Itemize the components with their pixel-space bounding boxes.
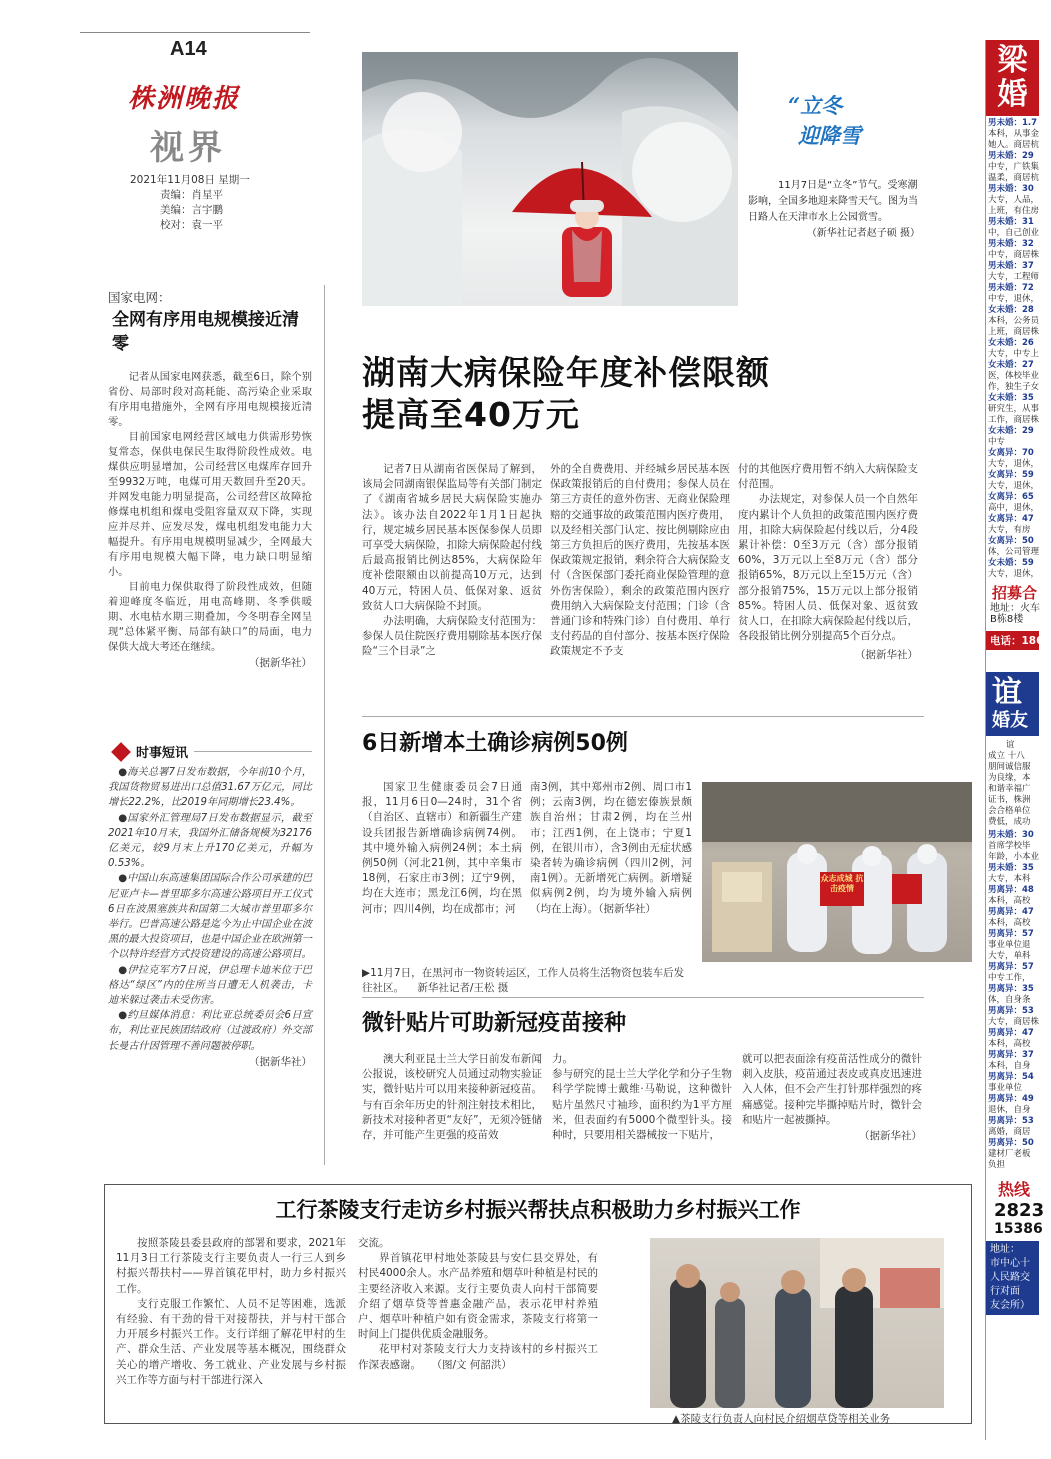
brief-item: ●约旦媒体消息：利比亚总统委员会6日宣布，利比亚民族团结政府（过渡政府）外交部长曼古什因管理不善问题被停职。 bbox=[108, 1010, 312, 1052]
sidebar-building: B栋8楼 bbox=[990, 614, 1024, 625]
sidebar-entry: 女离异：47 bbox=[988, 514, 1034, 524]
sidebar-entry: 男未婚：35 bbox=[988, 863, 1034, 873]
snow-caption: 11月7日是“立冬”节气。受寒潮影响，全国多地迎来降雪天气。图为当日路人在天津市水上公园赏雪。 bbox=[748, 180, 918, 223]
sidebar-entry: 男未婚：30 bbox=[988, 184, 1034, 194]
sidebar-entry: 建材厂老板 bbox=[988, 1149, 1031, 1159]
brief-news bbox=[108, 742, 312, 1069]
bank-paragraph: 界首镇花甲村地处茶陵县与安仁县交界处，有村民4000余人。水产品养殖和烟草叶种植是村民的主要经济收入来源。支行主要负责人向村干部简要介绍了烟草贷等普惠金融产品，表示花甲村养殖户、烟草叶种植户如有资金需求，茶陵支行将第一时间上门提供优质金融服务。 bbox=[358, 1252, 598, 1341]
grid-paragraph: 目前国家电网经营区域电力供需形势恢复常态，保供电保民生取得阶段性成效。电煤供应明显增加，公司经营区电煤库存回升至9932万吨，电煤可用天数回升至20天。并网发电能力明显提高，公司经营区故障抢修煤电机组和煤电受阻容量双双下降，实现应并尽并、应发尽发，煤电机组发电能力大幅提升。有序用电规模明显减少，全网最大有序用电规模大幅下降，电力缺口明显缩小。 bbox=[108, 431, 312, 578]
needle-col2: 力。 参与研究的昆士兰大学化学和分子生物科学学院博士戴维·马勒说，这种微针贴片虽然尺寸袖珍，面积约为1平方厘米，但表面约有5000个微型针头。接种时，只要用相关器械按一下贴片， bbox=[552, 1053, 732, 1142]
sidebar-entry: 她人。商居杭 bbox=[988, 140, 1040, 150]
sidebar-entry: 男未婚：37 bbox=[988, 261, 1034, 271]
sidebar-entry: 本科，高校 bbox=[988, 918, 1031, 928]
bank-photo-caption: ▲茶陵支行负责人向村民介绍烟草贷等相关业务 bbox=[672, 1413, 891, 1425]
needle-body bbox=[362, 1052, 924, 1143]
sidebar-entry: 研究生，从事 bbox=[988, 404, 1040, 414]
sidebar-entry: 年龄，小本业 bbox=[988, 852, 1040, 862]
needle-col1: 澳大利亚昆士兰大学日前发布新闻公报说，该校研究人员通过动物实验证实，微针贴片可以用来接种新冠疫苗。与有百余年历史的针剂注射技术相比，新技术对接种者更“友好”，无须冷链储存，并可能产生更强的疫苗效 bbox=[362, 1053, 542, 1142]
sidebar-entry: 大专，退休， bbox=[988, 481, 1040, 491]
sidebar-entry: 女离异：65 bbox=[988, 492, 1034, 502]
sidebar-entry: 女离异：50 bbox=[988, 536, 1034, 546]
sidebar-intro: 谊 bbox=[1006, 740, 1015, 750]
bank-scene-illustration bbox=[650, 1238, 944, 1408]
brief-item: ●海关总署7日发布数据，今年前10个月，我国货物贸易进出口总值31.67万亿元，同比增长22.2%，比2019年同期增长23.4%。 bbox=[108, 767, 312, 809]
sidebar-entry: 男离异：47 bbox=[988, 1028, 1034, 1038]
sidebar-entry: 本科，从事金 bbox=[988, 129, 1040, 139]
sidebar-entry: 高中，退休， bbox=[988, 503, 1040, 513]
sidebar-entry: 体，公司管理 bbox=[988, 547, 1040, 557]
sidebar-entry: 证书，株洲 bbox=[988, 795, 1031, 805]
main-title-line2: 提高至40万元 bbox=[362, 395, 580, 434]
sidebar-entry: 工作，商居株 bbox=[988, 415, 1040, 425]
sidebar-entry: 事业单位退 bbox=[988, 940, 1031, 950]
snow-photo-caption-block bbox=[748, 90, 920, 270]
covid-caption-text: ▶11月7日，在黑河市一物资转运区，工作人员将生活物资包装车后发往社区。 bbox=[362, 967, 685, 994]
sidebar-entry: 首席学校毕 bbox=[988, 841, 1031, 851]
main-source: （据新华社） bbox=[855, 649, 918, 662]
sidebar-entry: 男未婚：32 bbox=[988, 239, 1034, 249]
masthead bbox=[110, 32, 300, 272]
brief-source: （据新华社） bbox=[249, 1055, 312, 1068]
sidebar-entry: 男离异：48 bbox=[988, 885, 1034, 895]
sidebar-title2 bbox=[986, 672, 1039, 736]
main-paragraph: 记者7日从湖南省医保局了解到，该局会同湖南银保监局等有关部门制定了《湖南省城乡居民大病保险实施办法》。该办法自2022年1月1日起执行，规定城乡居民基本医保参保人员即可享受大病保险，扣除大病保险起付线后最高报销比例达85%，大病保险年度补偿限额由以前提高10万元，达到40万元，特困人员、低保对象、返贫致贫人口大病保险不封顶。 bbox=[362, 463, 542, 612]
main-paragraph: 外的全自费费用、并经城乡居民基本医保政策报销后的自付费用；参保人员在第三方责任的意外伤害、无商业保险理赔的交通事故的政策范围内医疗费用，以及经相关部门认定、按比例剔除应由第三方负担后的医疗费用，先按基本医保政策规定报销，剩余符合大病保险支付（含医保部门委托商业保险管理的意外伤害保险），剩余的政策范围内医疗费用纳入大病保险支付范围；门诊（含普通门诊和特殊门诊）自付费用、单行支付药品的自付部分、按基本医疗保险政策规定不予支 bbox=[550, 463, 730, 658]
brief-item: ●国家外汇管理局7日发布数据显示，截至2021年10月末，我国外汇储备规模为32176亿美元，较9月末上升170亿美元，升幅为0.53%。 bbox=[108, 812, 312, 870]
sidebar-entry: 女未婚：35 bbox=[988, 393, 1034, 403]
sidebar-entry: 作，独生子女 bbox=[988, 382, 1040, 392]
main-article-title bbox=[362, 352, 922, 436]
sidebar-entry: 女离异：70 bbox=[988, 448, 1034, 458]
sidebar-entry: 为良缘，本 bbox=[988, 773, 1031, 783]
sidebar-entries-2 bbox=[986, 828, 1039, 1171]
sidebar-entry: 温柔，商居杭 bbox=[988, 173, 1040, 183]
snow-scene-illustration bbox=[362, 52, 738, 306]
sidebar-entry: 男离异：37 bbox=[988, 1050, 1034, 1060]
covid-photo bbox=[702, 782, 972, 962]
sidebar-entry: 男离异：53 bbox=[988, 1116, 1034, 1126]
sidebar-entry: 朋间诚信服 bbox=[988, 762, 1031, 772]
snow-photo bbox=[362, 52, 738, 306]
paper-logo: 株洲晚报 bbox=[128, 78, 278, 110]
sidebar-entry: 会合格单位 bbox=[988, 806, 1031, 816]
sidebar-entry: 男离异：50 bbox=[988, 1138, 1034, 1148]
sidebar-entry: 男离异：35 bbox=[988, 984, 1034, 994]
sidebar-address2-line: 友会所） bbox=[990, 1300, 1030, 1311]
sidebar-entry: 中专工作， bbox=[988, 973, 1031, 983]
sidebar-ads bbox=[985, 40, 1051, 1440]
sidebar-entry: 男离异：47 bbox=[988, 907, 1034, 917]
covid-title: 6日新增本土确诊病例50例 bbox=[362, 731, 628, 756]
sidebar-address2-line: 地址： bbox=[990, 1244, 1020, 1255]
sidebar-entry: 女未婚：27 bbox=[988, 360, 1034, 370]
sidebar-entry: 大专，退休， bbox=[988, 459, 1040, 469]
bank-paragraph: 支行克服工作繁忙、人员不足等困难，选派有经验、有干劲的骨干对接帮扶，并与村干部合力开展乡村振兴工作。支行详细了解花甲村的生产、群众生活、产业发展等基本概况，围绕群众关心的增产增收、务工就业、产业发展与乡村振兴工作等方面与村干部进行深入 bbox=[116, 1297, 346, 1386]
grid-title: 全网有序用电规模接近清零 bbox=[112, 310, 299, 354]
sidebar-entry: 大专，单科 bbox=[988, 951, 1031, 961]
sidebar-entry: 男离异：53 bbox=[988, 1006, 1034, 1016]
sidebar-entry: 男未婚：72 bbox=[988, 283, 1034, 293]
sidebar-entry: 中专，退休， bbox=[988, 294, 1040, 304]
needle-title: 微针贴片可助新冠疫苗接种 bbox=[362, 1011, 627, 1036]
main-paragraph: 付的其他医疗费用暂不纳入大病保险支付范围。 bbox=[738, 463, 918, 491]
needle-col3: 就可以把表面涂有疫苗活性成分的微针刺入皮肤，疫苗通过表皮或真皮迅速进入人体，但不会产生打针那样强烈的疼痛感觉。接种完毕撕掉贴片时，微针会和贴片一起被撕掉。 bbox=[742, 1053, 922, 1126]
sidebar-entry: 男未婚：29 bbox=[988, 151, 1034, 161]
sidebar-phone: 电话：1867 bbox=[986, 631, 1039, 650]
covid-body bbox=[362, 780, 692, 917]
sidebar-entry: 大专，商居株 bbox=[988, 1017, 1040, 1027]
proofreader: 校对：袁一平 bbox=[160, 219, 223, 231]
sidebar-title2-a: 谊 bbox=[992, 675, 1022, 710]
sidebar-entry: 中专 bbox=[988, 437, 1006, 447]
covid-col1: 国家卫生健康委员会7日通报，11月6日0—24时，31个省（自治区、直辖市）和新疆生产建设兵团报告新增确诊病例74例。其中境外输入病例24例；本土病例50例（河北21例，其中辛集市18例，石家庄市3例；辽宁9例，均在大连市；黑龙江6例，均在黑河市；四川4例，均在成都市；河 bbox=[362, 781, 522, 915]
sidebar-entry: 中，自己创业 bbox=[988, 228, 1040, 238]
sidebar-entry: 中专，广铁集 bbox=[988, 162, 1040, 172]
covid-box-text: 众志成城 抗击疫情 bbox=[820, 874, 864, 893]
snow-title-line2: 迎降雪 bbox=[798, 123, 861, 148]
bank-title: 工行茶陵支行走访乡村振兴帮扶点积极助力乡村振兴工作 bbox=[275, 1198, 801, 1222]
sidebar-entry: 大专，工程师 bbox=[988, 272, 1040, 282]
brief-marker-icon bbox=[111, 742, 131, 762]
grid-paragraph: 记者从国家电网获悉，截至6日，除个别省份、局部时段对高耗能、高污染企业采取有序用电措施外，全网有序用电规模接近清零。 bbox=[108, 371, 312, 428]
bank-body bbox=[116, 1236, 636, 1388]
sidebar-entry: 上班，商居株 bbox=[988, 327, 1040, 337]
bank-paragraph: 交流。 bbox=[358, 1237, 390, 1249]
grid-kicker: 国家电网： bbox=[108, 290, 171, 305]
sidebar-entry: 费低，成功 bbox=[988, 817, 1031, 827]
bank-paragraph: 花甲村对茶陵支行大力支持该村的乡村振兴工作深表感谢。 （图/文 何韶洪） bbox=[358, 1343, 598, 1371]
sidebar-entry: 体，自身条 bbox=[988, 995, 1031, 1005]
grid-body bbox=[108, 370, 312, 655]
sidebar-entry: 离婚，商居 bbox=[988, 1127, 1031, 1137]
sidebar-title1 bbox=[986, 40, 1039, 116]
snow-credit: （新华社记者赵子硕 摄） bbox=[806, 228, 920, 239]
sidebar-entry: 本科，公务员 bbox=[988, 316, 1040, 326]
sidebar-entry: 大专，有房 bbox=[988, 525, 1031, 535]
sidebar-entry: 本科，高校 bbox=[988, 896, 1031, 906]
sidebar-entry: 女未婚：28 bbox=[988, 305, 1034, 315]
covid-caption-credit: 新华社记者/王松 摄 bbox=[417, 982, 509, 994]
sidebar-entry: 男离异：57 bbox=[988, 962, 1034, 972]
sidebar-entry: 退休，自身 bbox=[988, 1105, 1031, 1115]
editor: 责编：肖星平 bbox=[160, 189, 223, 201]
main-title-line1: 湖南大病保险年度补偿限额 bbox=[362, 353, 770, 392]
sidebar-entry: 女离异：59 bbox=[988, 470, 1034, 480]
covid-col2: 南3例，其中郑州市2例、周口市1例；云南3例，均在德宏傣族景颇族自治州；甘肃2例，均在兰州市；江西1例，在上饶市；宁夏1例，在银川市），含3例由无症状感染者转为确诊病例（四川2例，河南1例）。无新增死亡病例。新增疑似病例2例，均为境外输入病例（均在上海）。（据新华社） bbox=[530, 781, 692, 915]
sidebar-entry: 和谐幸福广 bbox=[988, 784, 1031, 794]
sidebar-title1-a: 梁 bbox=[997, 43, 1028, 78]
sidebar-entry: 中专，商居株 bbox=[988, 250, 1040, 260]
sidebar-entry: 男未婚：31 bbox=[988, 217, 1034, 227]
sidebar-entry: 女未婚：29 bbox=[988, 426, 1034, 436]
sidebar-entries-1 bbox=[986, 116, 1039, 580]
sidebar-entry: 女未婚：26 bbox=[988, 338, 1034, 348]
needle-source: （据新华社） bbox=[859, 1130, 922, 1143]
sidebar-entry: 大专，退休， bbox=[988, 569, 1040, 579]
sidebar-address2-line: 人民路交 bbox=[990, 1272, 1030, 1283]
sidebar-entry: 男离异：57 bbox=[988, 929, 1034, 939]
snow-title-line1: “立冬 bbox=[788, 93, 843, 118]
bank-paragraph: 按照茶陵县委县政府的部署和要求，2021年11月3日工行茶陵支行主要负责人一行三人到乡村振兴帮扶村——界首镇花甲村，助力乡村振兴工作。 bbox=[116, 1237, 346, 1295]
sidebar-address2-line: 行对面 bbox=[990, 1286, 1020, 1297]
designer: 美编：言宇鹏 bbox=[160, 204, 223, 216]
grid-source: （据新华社） bbox=[249, 657, 312, 669]
sidebar-entry: 医，体校毕业 bbox=[988, 371, 1040, 381]
sidebar-intro-lines bbox=[986, 751, 1039, 828]
sidebar-title2-b: 婚友 bbox=[992, 710, 1028, 731]
main-paragraph: 办法规定，对参保人员一个自然年度内累计个人负担的政策范围内医疗费用，扣除大病保险起付线以后，分4段累计补偿：0至3万元（含）部分报销60%，3万元以上至8万元（含）部分报销65%，8万元以上至15万元（含）部分报销75%，15万元以上部分报销85%。特困人员、低保对象、返贫致贫人口，在扣除大病保险起付线以后，各段报销比例分别提高5个百分点。 bbox=[738, 493, 918, 643]
brief-header bbox=[108, 742, 312, 761]
sidebar-address: 地址：火车 bbox=[990, 603, 1040, 614]
sidebar-entry: 成立 十八 bbox=[988, 751, 1025, 761]
main-article-body bbox=[362, 462, 924, 664]
sidebar-entry: 男离异：49 bbox=[988, 1094, 1034, 1104]
sidebar-entry: 本科，高校 bbox=[988, 1039, 1031, 1049]
section-title: 视界 bbox=[150, 128, 226, 168]
sidebar-address2-line: 市中心十 bbox=[990, 1258, 1030, 1269]
covid-scene-illustration bbox=[702, 782, 972, 962]
brief-item: ●中国山东高速集团国际合作公司承建的巴尼亚卢卡—普里耶多尔高速公路项目开工仪式6日在波黑塞族共和国第二大城市普里耶多尔举行。巴普高速公路是迄今为止中国企业在波黑的最大投资项目，也是中国企业在欧洲第一个以特许经营方式投资建设的高速公路项目。 bbox=[108, 873, 312, 961]
sidebar-entry: 女未婚：59 bbox=[988, 558, 1034, 568]
sidebar-address2 bbox=[986, 1241, 1039, 1315]
sidebar-entry: 男未婚：1.7 bbox=[988, 118, 1038, 128]
brief-title: 时事短讯 bbox=[136, 746, 189, 761]
sidebar-hotline-number: 2823 bbox=[994, 1200, 1045, 1221]
sidebar-entry: 大专，本科 bbox=[988, 874, 1031, 884]
sidebar-mobile: 15386 bbox=[994, 1221, 1043, 1237]
sidebar-entry: 上班，有住房 bbox=[988, 206, 1040, 216]
grid-paragraph: 目前电力保供取得了阶段性成效，但随着迎峰度冬临近，用电高峰期、冬季供暖期、水电枯水期三期叠加，今冬明春全网呈现“总体紧平衡、局部有缺口”的局面，电力保供大战大考还在继续。 bbox=[108, 581, 312, 653]
sidebar-title1-b: 婚 bbox=[997, 77, 1028, 112]
sidebar-entry: 事业单位 bbox=[988, 1083, 1023, 1093]
sidebar-recruit: 招募合 bbox=[992, 584, 1038, 602]
main-paragraph: 办法明确，大病保险支付范围为：参保人员住院医疗费用剔除基本医疗保险“三个目录”之 bbox=[362, 615, 542, 658]
grid-article bbox=[108, 288, 312, 670]
sidebar-entry: 男离异：54 bbox=[988, 1072, 1034, 1082]
bank-photo bbox=[650, 1238, 944, 1408]
sidebar-entry: 负担 bbox=[988, 1160, 1006, 1170]
issue-date: 2021年11月08日 星期一 bbox=[130, 174, 250, 186]
brief-item: ●伊拉克军方7日说，伊总理卡迪米位于巴格达“绿区”内的住所当日遭无人机袭击，卡迪米躲过袭击未受伤害。 bbox=[108, 964, 312, 1007]
sidebar-entry: 大专，人品， bbox=[988, 195, 1040, 205]
sidebar-entry: 本科，自身 bbox=[988, 1061, 1031, 1071]
sidebar-entry: 男未婚：30 bbox=[988, 830, 1034, 840]
sidebar-hotline-label: 热线 bbox=[998, 1180, 1031, 1199]
sidebar-entry: 大专，中专上 bbox=[988, 349, 1040, 359]
covid-photo-caption bbox=[362, 966, 692, 996]
page-number: A14 bbox=[170, 38, 207, 60]
